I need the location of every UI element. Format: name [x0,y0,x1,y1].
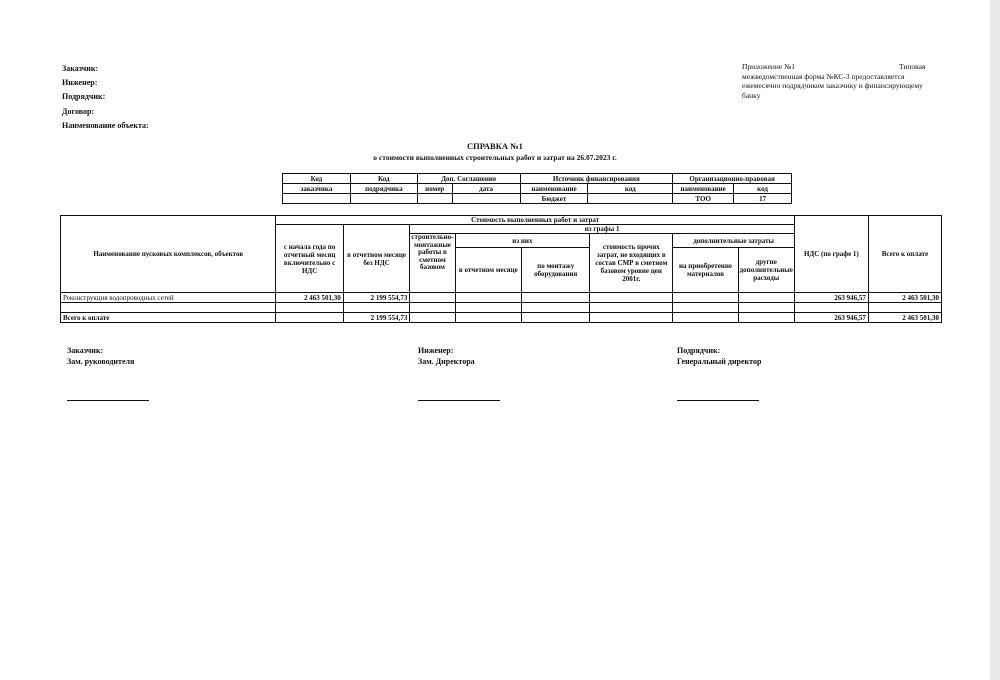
legal-name-subheader: наименование [673,184,734,194]
col-ytd-header: с начала года по отчетный месяц включительно с НДС [276,225,343,293]
total-other-add [738,313,794,323]
empty-row-cell [343,303,410,313]
appendix-note [742,62,937,100]
contractor-subheader: подрядчика [350,184,417,194]
addendum-number-value [417,194,452,204]
col-additional-header: дополнительные затраты [673,234,795,248]
row1-construction [410,293,455,303]
appendix-line3: ежемесячно подрядчиком заказчику и финансирующему [742,81,923,90]
row1-month: 2 199 554,73 [343,293,410,303]
funding-code-value [588,194,673,204]
total-total: 2 463 501,30 [868,313,941,323]
legal-code-subheader: код [734,184,792,194]
appendix-line4: банку [742,90,761,100]
row1-vat: 263 946,57 [794,293,868,303]
total-ytd [276,313,343,323]
codes-table [282,173,792,204]
sign-engineer-line [418,400,500,401]
col-other-costs-header: стоимость прочих затрат, не входящих в состав СМР в сметном базовом уровне цен 2001г. [590,234,673,293]
total-row [61,313,942,323]
appendix-line2: межведомственная форма №КС-3 предоставляется [742,71,905,81]
total-in-month [455,313,522,323]
col-from-col1-header: из графы 1 [410,225,794,234]
col-in-month-header: в отчетном месяце [455,248,522,293]
addendum-number-subheader: номер [417,184,452,194]
empty-row-cell [61,303,276,313]
empty-row-cell [276,303,343,313]
empty-row-cell [522,303,590,313]
empty-row-cell [794,303,868,313]
row1-ytd: 2 463 501,30 [276,293,343,303]
engineer-label: Инженер: [62,78,98,87]
total-construction [410,313,455,323]
total-month: 2 199 554,73 [343,313,410,323]
col-materials-header: на приобретение материалов [673,248,738,293]
customer-code-header: Код [283,174,351,184]
col-month-header: в отчетном месяце без НДС [343,225,410,293]
empty-row-cell [590,303,673,313]
row1-other-add [738,293,794,303]
funding-name-subheader: наименование [520,184,588,194]
customer-subheader: заказчика [283,184,351,194]
sign-contractor-label: Подрядчик: [677,346,721,355]
row1-in-month [455,293,522,303]
col-construction-header-text: строительно-монтажные работы в сметном базовом [411,234,454,272]
sign-customer-label: Заказчик: [67,346,104,355]
col-equipment-header: по монтажу оборудования [522,248,590,293]
document-title: СПРАВКА №1 [467,141,523,151]
sign-contractor-role: Генеральный директор [677,357,762,366]
legal-form-header: Организационно-правовая [673,174,792,184]
col-of-which-header: из них [455,234,590,248]
appendix-line1-left: Приложение №1 [742,62,796,71]
col-object-name-header: Наименование пусковых комплексов, объектов [61,216,276,293]
empty-row-cell [455,303,522,313]
sign-engineer-role: Зам. Директора [418,357,475,366]
sign-customer-line [67,400,149,401]
contractor-code-header: Код [350,174,417,184]
contract-label: Договор: [62,107,95,116]
object-name-label: Наименование объекта: [62,121,149,130]
empty-row-cell [868,303,941,313]
customer-label: Заказчик: [62,64,99,73]
table-row [61,293,942,303]
contractor-code-value [350,194,417,204]
main-cost-table [60,215,942,323]
document-subtitle: о стоимости выполненных строительных работ и затрат на 26.07.2023 г. [373,153,617,162]
funding-name-value: Бюджет [520,194,588,204]
addendum-header: Доп. Соглашение [417,174,520,184]
addendum-date-subheader: дата [452,184,520,194]
empty-row-cell [738,303,794,313]
row1-materials [673,293,738,303]
row1-total: 2 463 501,30 [868,293,941,303]
sign-customer-role: Зам. руководителя [67,357,135,366]
row1-name: Реконструкция водопроводных сетей [61,293,276,303]
sign-contractor-line [677,400,759,401]
table-row [61,303,942,313]
col-cost-header: Стоимость выполненных работ и затрат [276,216,794,225]
col-vat-header: НДС (по графе 1) [794,216,868,293]
col-other-add-header: другие дополнительные расходы [738,248,794,293]
total-vat: 263 946,57 [794,313,868,323]
legal-code-value: 17 [734,194,792,204]
contractor-label: Подрядчик: [62,92,106,101]
legal-name-value: ТОО [673,194,734,204]
total-materials [673,313,738,323]
appendix-line1-right: Типовая [899,62,926,71]
col-construction-header [410,234,455,293]
empty-row-cell [673,303,738,313]
row1-other-costs [590,293,673,303]
total-other-costs [590,313,673,323]
customer-code-value [283,194,351,204]
total-equipment [522,313,590,323]
sign-engineer-label: Инженер: [418,346,454,355]
funding-code-subheader: код [588,184,673,194]
addendum-date-value [452,194,520,204]
col-total-header: Всего к оплате [868,216,941,293]
funding-source-header: Источник финансирования [520,174,673,184]
total-label: Всего к оплате [61,313,276,323]
empty-row-cell [410,303,455,313]
row1-equipment [522,293,590,303]
